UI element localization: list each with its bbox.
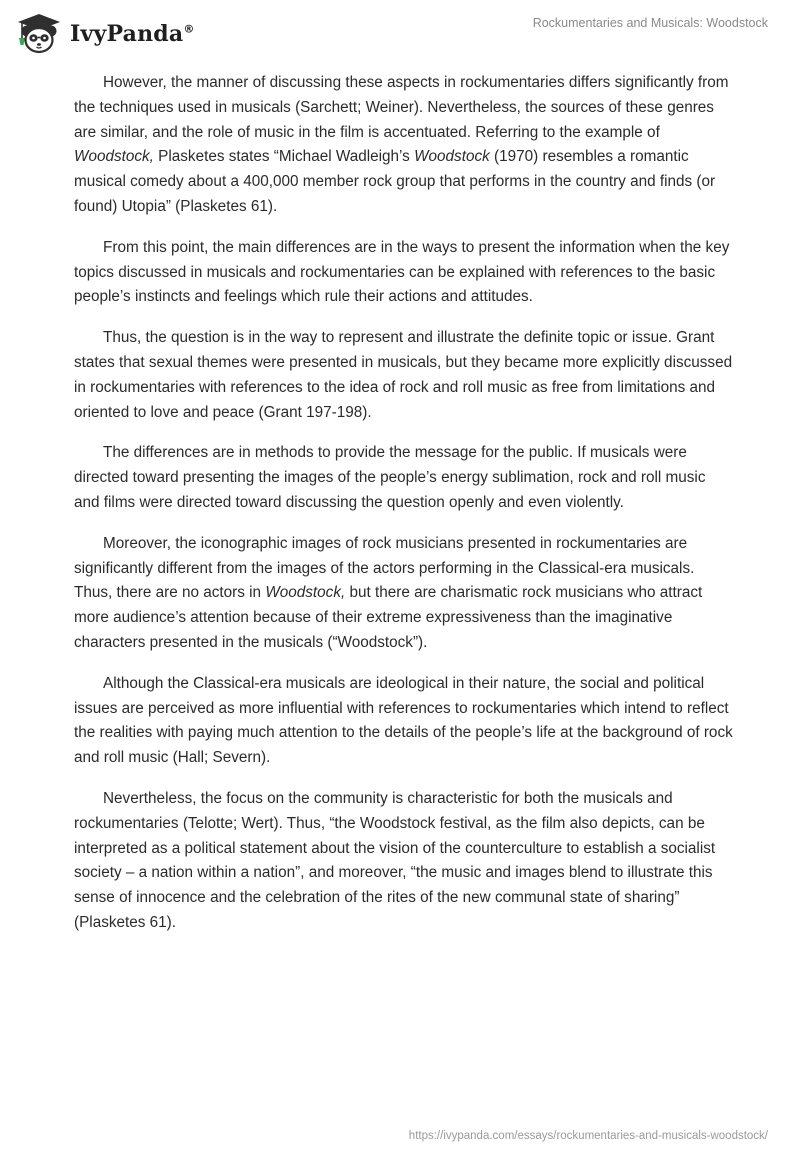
essay-paragraph (74, 441, 734, 515)
essay-body (74, 71, 734, 952)
italic-title-text: Woodstock, (265, 584, 346, 602)
paragraph-text: From this point, the main differences are in the ways to present the information when the key topics discussed in musicals and rockumentaries can be explained with references to the basic people’s instincts and feelings which rule their actions and attitudes. (74, 238, 730, 306)
registered-mark: ® (183, 22, 195, 36)
italic-title-text: Woodstock, (74, 148, 154, 166)
paragraph-text: However, the manner of discussing these aspects in rockumentaries differs significantly from the techniques used in musicals (Sarchett; Weiner). Nevertheless, the sources of these genres are similar, and the role of music in the film is accentuated. Referring to the example of (74, 74, 729, 141)
essay-paragraph (74, 672, 734, 771)
essay-paragraph (74, 71, 734, 220)
brand-name (70, 21, 195, 47)
panda-graduate-icon (14, 8, 64, 58)
paragraph-text: Moreover, the iconographic images of rock musicians presented in rockumentaries are significantly different from the images of the actors performing in the Classical-era musicals. Thus, there are no actors in (74, 534, 695, 602)
paragraph-text: Nevertheless, the focus on the community is characteristic for both the musicals and rockumentaries (Telotte; Wert). Thus, “the Woodstock festival, as the film also depicts, can be interpreted as a political statement about the vision of the counterculture to establish a socialist society – a nation within a nation”, and moreover, “the music and images blend to illustrate this sense of innocence and the celebration of the rites of the new communal state of sharing” (Plasketes 61). (74, 789, 716, 931)
page-header (0, 0, 800, 70)
paragraph-text: but there are charismatic rock musicians who attract more audience’s attention because of their extreme expressiveness than the imaginative characters presented in the musicals (“Woodstock”). (74, 584, 703, 651)
italic-title-text: Woodstock (414, 148, 490, 166)
essay-paragraph (74, 532, 734, 656)
paragraph-text: Plasketes states “Michael Wadleigh’s (153, 148, 415, 166)
brand-logo[interactable] (14, 8, 195, 58)
essay-paragraph (74, 326, 734, 425)
paragraph-text: Thus, the question is in the way to represent and illustrate the definite topic or issue. Grant states that sexual themes were presented in musicals, but they became more explicitly discussed in rockumentaries with references to the idea of rock and roll music as free from limitations and oriented to love and peace (Grant 197-198). (74, 329, 733, 421)
essay-paragraph (74, 236, 734, 310)
document-title: Rockumentaries and Musicals: Woodstock (532, 16, 768, 30)
paragraph-text: Although the Classical-era musicals are ideological in their nature, the social and political issues are perceived as more influential with references to rockumentaries which intend to reflect the realities with paying much attention to the details of the people’s life at the background of rock and roll music (Hall; Severn). (74, 674, 733, 767)
source-url[interactable]: https://ivypanda.com/essays/rockumentaries-and-musicals-woodstock/ (408, 1130, 768, 1142)
essay-paragraph (74, 787, 734, 936)
paragraph-text: (1970) resembles a romantic musical comedy about a 400,000 member rock group that performs in the country and finds (or found) Utopia” (Plasketes 61). (74, 148, 716, 215)
brand-name-text: IvyPanda (70, 21, 184, 47)
paragraph-text: The differences are in methods to provide the message for the public. If musicals were directed toward presenting the images of the people’s energy sublimation, rock and roll music and films were directed toward discussing the question openly and even violently. (74, 444, 706, 511)
